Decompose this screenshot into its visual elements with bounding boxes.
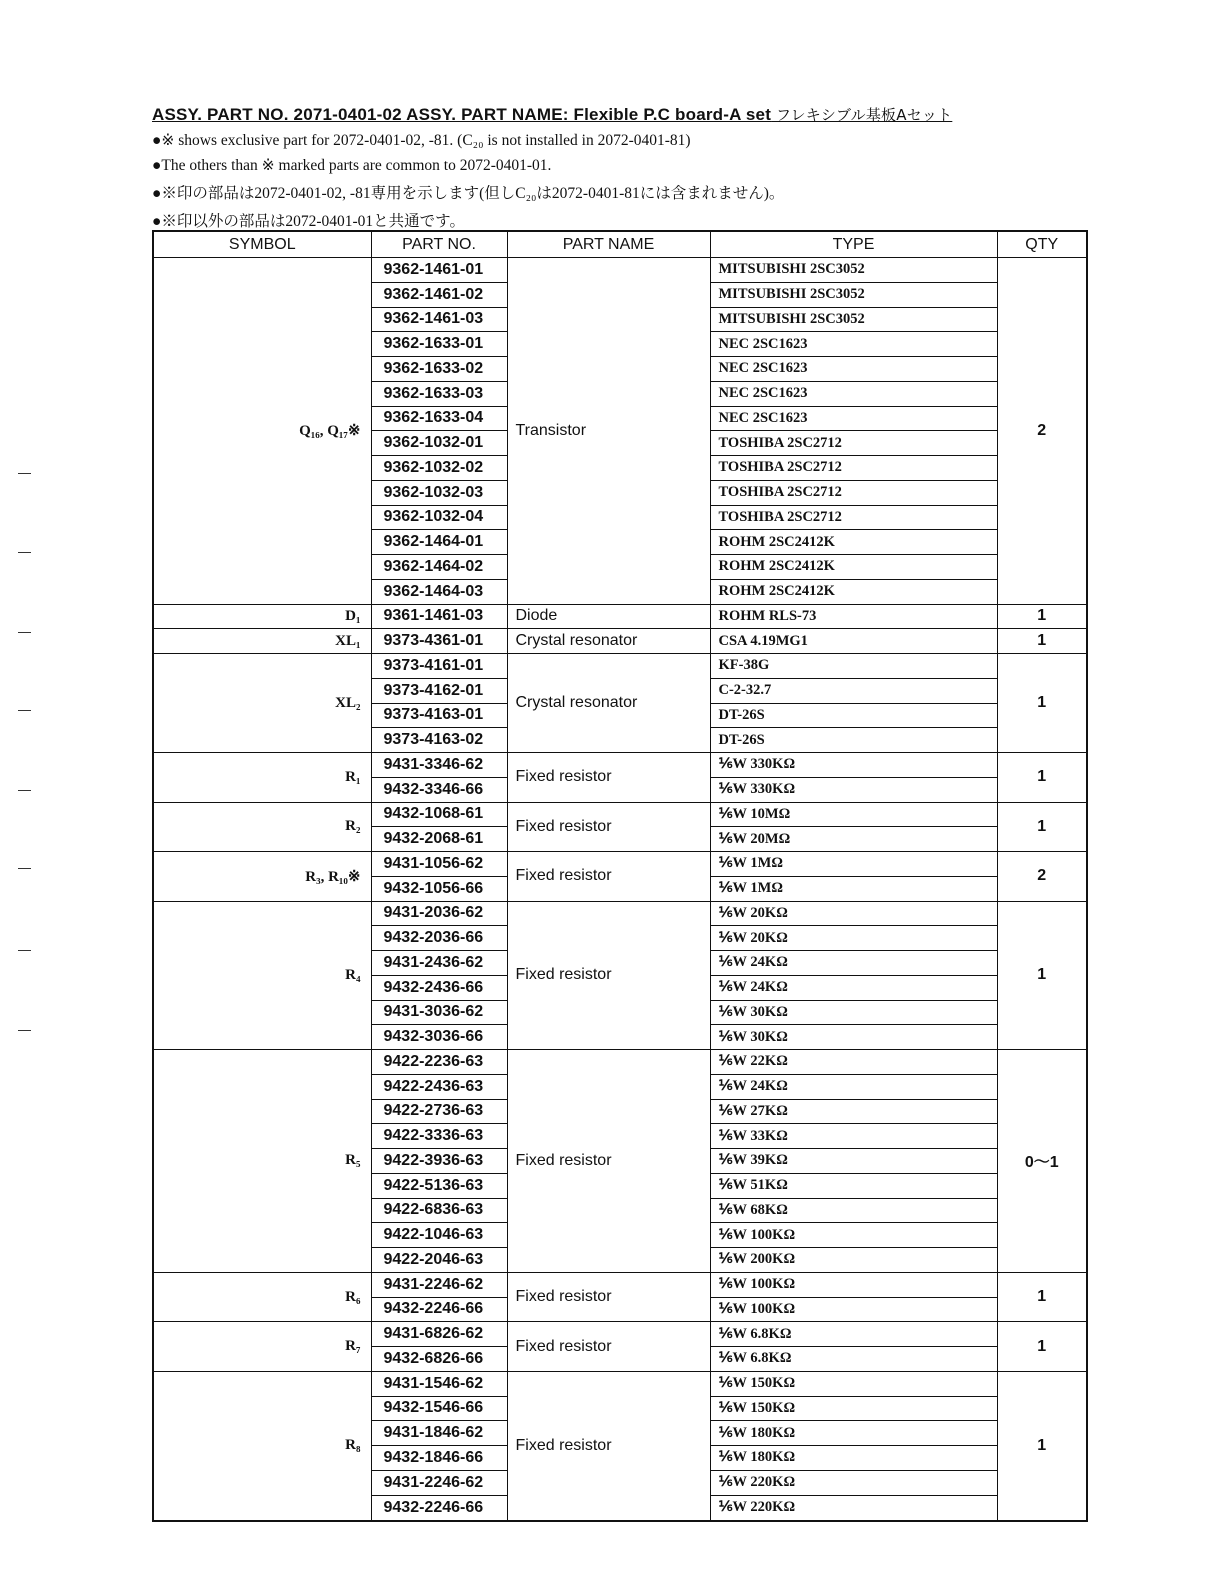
assembly-title-jp: フレキシブル基板Aセット: [776, 106, 953, 124]
part-number-cell: 9432-2068-61: [371, 827, 507, 852]
type-cell: MITSUBISHI 2SC3052: [710, 307, 997, 332]
type-cell: ROHM 2SC2412K: [710, 579, 997, 604]
column-header-type: TYPE: [710, 231, 997, 258]
part-number-cell: 9422-2046-63: [371, 1248, 507, 1273]
part-number-cell: 9362-1032-04: [371, 505, 507, 530]
table-row: [153, 1371, 1087, 1396]
qty-cell: 1: [997, 901, 1087, 1050]
table-row: [153, 901, 1087, 926]
symbol-cell: R₂: [153, 802, 371, 852]
margin-mark: [18, 1030, 31, 1031]
table-row: [153, 1050, 1087, 1075]
assembly-title-text: ASSY. PART NO. 2071-0401-02 ASSY. PART NAME: Flexible P.C board-A set: [152, 105, 772, 124]
type-cell: ⅙W 150KΩ: [710, 1396, 997, 1421]
type-cell: CSA 4.19MG1: [710, 629, 997, 654]
type-cell: NEC 2SC1623: [710, 332, 997, 357]
qty-cell: 1: [997, 1371, 1087, 1521]
margin-mark: [18, 710, 31, 711]
part-number-cell: 9431-1546-62: [371, 1371, 507, 1396]
part-number-cell: 9431-3346-62: [371, 753, 507, 778]
column-header-qty: QTY: [997, 231, 1087, 258]
type-cell: NEC 2SC1623: [710, 357, 997, 382]
type-cell: NEC 2SC1623: [710, 381, 997, 406]
table-row: [153, 258, 1087, 283]
margin-mark: [18, 868, 31, 869]
part-number-cell: 9432-2246-66: [371, 1495, 507, 1521]
type-cell: MITSUBISHI 2SC3052: [710, 258, 997, 283]
part-number-cell: 9362-1633-02: [371, 357, 507, 382]
type-cell: ⅙W 68KΩ: [710, 1198, 997, 1223]
type-cell: ⅙W 200KΩ: [710, 1248, 997, 1273]
part-number-cell: 9362-1633-01: [371, 332, 507, 357]
part-name-cell: Fixed resistor: [507, 1371, 710, 1521]
part-name-cell: Fixed resistor: [507, 1050, 710, 1273]
part-number-cell: 9362-1461-02: [371, 282, 507, 307]
type-cell: ⅙W 330KΩ: [710, 777, 997, 802]
type-cell: ⅙W 100KΩ: [710, 1272, 997, 1297]
table-row: [153, 604, 1087, 629]
symbol-cell: R₄: [153, 901, 371, 1050]
table-row: [153, 1272, 1087, 1297]
part-number-cell: 9432-2436-66: [371, 975, 507, 1000]
part-number-cell: 9431-1846-62: [371, 1421, 507, 1446]
type-cell: DT-26S: [710, 703, 997, 728]
part-number-cell: 9432-1056-66: [371, 876, 507, 901]
part-number-cell: 9432-6826-66: [371, 1347, 507, 1372]
part-number-cell: 9362-1461-03: [371, 307, 507, 332]
part-name-cell: Crystal resonator: [507, 654, 710, 753]
type-cell: ⅙W 24KΩ: [710, 951, 997, 976]
symbol-cell: R₅: [153, 1050, 371, 1273]
part-number-cell: 9431-1056-62: [371, 852, 507, 877]
note-line-jp: ●※印以外の部品は2072-0401-01と共通です。: [152, 213, 465, 230]
qty-cell: 1: [997, 753, 1087, 803]
part-number-cell: 9422-2436-63: [371, 1074, 507, 1099]
part-name-cell: Transistor: [507, 258, 710, 605]
part-number-cell: 9362-1633-04: [371, 406, 507, 431]
qty-cell: 1: [997, 629, 1087, 654]
table-header-row: [153, 231, 1087, 258]
note-line: ●The others than ※ marked parts are common to 2072-0401-01.: [152, 157, 552, 174]
type-cell: ⅙W 33KΩ: [710, 1124, 997, 1149]
qty-cell: 1: [997, 1272, 1087, 1322]
qty-cell: 1: [997, 802, 1087, 852]
qty-cell: 2: [997, 852, 1087, 902]
table-row: [153, 753, 1087, 778]
type-cell: ROHM 2SC2412K: [710, 555, 997, 580]
part-number-cell: 9431-2246-62: [371, 1272, 507, 1297]
type-cell: ⅙W 51KΩ: [710, 1173, 997, 1198]
part-name-cell: Fixed resistor: [507, 852, 710, 902]
type-cell: ⅙W 30KΩ: [710, 1000, 997, 1025]
type-cell: ⅙W 100KΩ: [710, 1297, 997, 1322]
type-cell: KF-38G: [710, 654, 997, 679]
column-header-part-name: PART NAME: [507, 231, 710, 258]
type-cell: ⅙W 1MΩ: [710, 852, 997, 877]
margin-mark: [18, 950, 31, 951]
part-number-cell: 9431-2036-62: [371, 901, 507, 926]
symbol-cell: R₁: [153, 753, 371, 803]
part-number-cell: 9422-2236-63: [371, 1050, 507, 1075]
type-cell: ⅙W 150KΩ: [710, 1371, 997, 1396]
type-cell: C-2-32.7: [710, 678, 997, 703]
qty-cell: 2: [997, 258, 1087, 605]
part-number-cell: 9431-6826-62: [371, 1322, 507, 1347]
part-number-cell: 9362-1461-01: [371, 258, 507, 283]
part-number-cell: 9373-4163-02: [371, 728, 507, 753]
part-number-cell: 9432-1546-66: [371, 1396, 507, 1421]
part-number-cell: 9432-3346-66: [371, 777, 507, 802]
part-number-cell: 9432-2036-66: [371, 926, 507, 951]
type-cell: ⅙W 22KΩ: [710, 1050, 997, 1075]
part-number-cell: 9362-1032-01: [371, 431, 507, 456]
part-number-cell: 9362-1464-02: [371, 555, 507, 580]
part-name-cell: Fixed resistor: [507, 901, 710, 1050]
type-cell: DT-26S: [710, 728, 997, 753]
margin-mark: [18, 473, 31, 474]
type-cell: TOSHIBA 2SC2712: [710, 480, 997, 505]
column-header-part-no: PART NO.: [371, 231, 507, 258]
part-number-cell: 9361-1461-03: [371, 604, 507, 629]
part-number-cell: 9422-2736-63: [371, 1099, 507, 1124]
symbol-cell: XL₁: [153, 629, 371, 654]
type-cell: ⅙W 220KΩ: [710, 1470, 997, 1495]
symbol-cell: R₈: [153, 1371, 371, 1521]
type-cell: ⅙W 10MΩ: [710, 802, 997, 827]
type-cell: ⅙W 220KΩ: [710, 1495, 997, 1521]
margin-mark: [18, 790, 31, 791]
part-number-cell: 9373-4163-01: [371, 703, 507, 728]
parts-table: [152, 230, 1088, 1522]
type-cell: ⅙W 180KΩ: [710, 1421, 997, 1446]
note-line-jp: ●※印の部品は2072-0401-02, -81専用を示します(但しC₂₀は2072-0401-81には含まれません)。: [152, 185, 785, 202]
part-name-cell: Fixed resistor: [507, 753, 710, 803]
type-cell: ⅙W 20MΩ: [710, 827, 997, 852]
part-number-cell: 9362-1032-02: [371, 456, 507, 481]
margin-mark: [18, 632, 31, 633]
symbol-cell: R₇: [153, 1322, 371, 1372]
table-row: [153, 629, 1087, 654]
type-cell: ⅙W 6.8KΩ: [710, 1347, 997, 1372]
part-number-cell: 9431-2436-62: [371, 951, 507, 976]
note-line: ●※ shows exclusive part for 2072-0401-02, -81. (C₂₀ is not installed in 2072-0401-81): [152, 132, 691, 149]
type-cell: TOSHIBA 2SC2712: [710, 431, 997, 456]
part-name-cell: Fixed resistor: [507, 1322, 710, 1372]
table-row: [153, 802, 1087, 827]
part-number-cell: 9373-4361-01: [371, 629, 507, 654]
symbol-cell: D₁: [153, 604, 371, 629]
type-cell: ⅙W 27KΩ: [710, 1099, 997, 1124]
type-cell: ROHM RLS-73: [710, 604, 997, 629]
type-cell: MITSUBISHI 2SC3052: [710, 282, 997, 307]
qty-cell: 0〜1: [997, 1050, 1087, 1273]
column-header-symbol: SYMBOL: [153, 231, 371, 258]
symbol-cell: Q₁₆, Q₁₇※: [153, 258, 371, 605]
document-header: [152, 104, 1062, 231]
assembly-title: [152, 104, 1062, 125]
type-cell: ⅙W 24KΩ: [710, 975, 997, 1000]
type-cell: ⅙W 100KΩ: [710, 1223, 997, 1248]
type-cell: ⅙W 6.8KΩ: [710, 1322, 997, 1347]
type-cell: ⅙W 1MΩ: [710, 876, 997, 901]
part-number-cell: 9362-1464-03: [371, 579, 507, 604]
part-number-cell: 9432-2246-66: [371, 1297, 507, 1322]
part-number-cell: 9431-2246-62: [371, 1470, 507, 1495]
part-name-cell: Fixed resistor: [507, 802, 710, 852]
symbol-cell: R₃, R₁₀※: [153, 852, 371, 902]
type-cell: ⅙W 330KΩ: [710, 753, 997, 778]
parts-table-body: [153, 258, 1087, 1522]
table-row: [153, 654, 1087, 679]
part-number-cell: 9432-1068-61: [371, 802, 507, 827]
qty-cell: 1: [997, 1322, 1087, 1372]
part-name-cell: Crystal resonator: [507, 629, 710, 654]
type-cell: ROHM 2SC2412K: [710, 530, 997, 555]
symbol-cell: XL₂: [153, 654, 371, 753]
part-name-cell: Diode: [507, 604, 710, 629]
part-number-cell: 9373-4162-01: [371, 678, 507, 703]
type-cell: ⅙W 20KΩ: [710, 926, 997, 951]
part-number-cell: 9422-6836-63: [371, 1198, 507, 1223]
type-cell: ⅙W 30KΩ: [710, 1025, 997, 1050]
margin-mark: [18, 552, 31, 553]
part-number-cell: 9432-1846-66: [371, 1446, 507, 1471]
type-cell: TOSHIBA 2SC2712: [710, 456, 997, 481]
part-name-cell: Fixed resistor: [507, 1272, 710, 1322]
type-cell: ⅙W 20KΩ: [710, 901, 997, 926]
part-number-cell: 9373-4161-01: [371, 654, 507, 679]
qty-cell: 1: [997, 654, 1087, 753]
table-row: [153, 1322, 1087, 1347]
part-number-cell: 9431-3036-62: [371, 1000, 507, 1025]
type-cell: NEC 2SC1623: [710, 406, 997, 431]
table-row: [153, 852, 1087, 877]
part-number-cell: 9422-5136-63: [371, 1173, 507, 1198]
part-number-cell: 9362-1032-03: [371, 480, 507, 505]
type-cell: TOSHIBA 2SC2712: [710, 505, 997, 530]
part-number-cell: 9362-1633-03: [371, 381, 507, 406]
qty-cell: 1: [997, 604, 1087, 629]
type-cell: ⅙W 24KΩ: [710, 1074, 997, 1099]
part-number-cell: 9432-3036-66: [371, 1025, 507, 1050]
type-cell: ⅙W 39KΩ: [710, 1149, 997, 1174]
part-number-cell: 9422-1046-63: [371, 1223, 507, 1248]
part-number-cell: 9422-3936-63: [371, 1149, 507, 1174]
part-number-cell: 9422-3336-63: [371, 1124, 507, 1149]
part-number-cell: 9362-1464-01: [371, 530, 507, 555]
symbol-cell: R₆: [153, 1272, 371, 1322]
type-cell: ⅙W 180KΩ: [710, 1446, 997, 1471]
